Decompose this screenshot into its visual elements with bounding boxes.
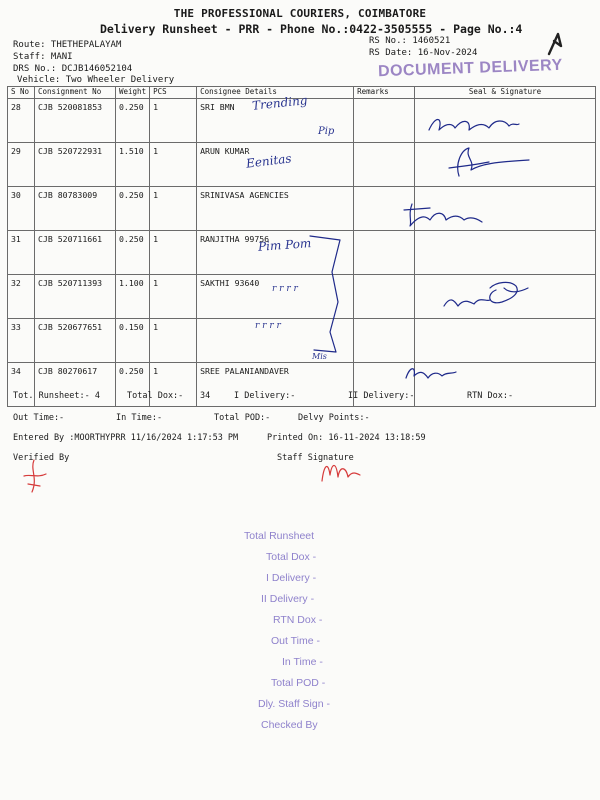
stamp-line: Dly. Staff Sign -: [258, 698, 330, 710]
cell-consignee: RANJITHA 99756: [197, 231, 354, 275]
verified-signature: [20, 456, 50, 496]
stamp-line: Total Runsheet: [244, 530, 315, 542]
stamp-line: II Delivery -: [261, 593, 315, 605]
delvy-points: Delvy Points:-: [298, 413, 370, 423]
cell-weight: 0.250: [116, 99, 150, 143]
company-name: THE PROFESSIONAL COURIERS, COIMBATORE: [173, 7, 427, 20]
header-seal-signature: Seal & Signature: [415, 87, 596, 99]
stamp-line: Total Dox -: [266, 551, 317, 563]
header-pcs: PCS: [150, 87, 197, 99]
i-delivery: I Delivery:-: [234, 391, 296, 401]
cell-weight: 0.250: [116, 187, 150, 231]
handwritten-note: r r r r: [272, 284, 298, 294]
cell-weight: 1.510: [116, 143, 150, 187]
signature-row-28: [425, 112, 525, 138]
cell-pcs: 1: [150, 143, 197, 187]
runsheet-title: Delivery Runsheet - PRR - Phone No.:0422-3505555 - Page No.:4: [100, 22, 523, 36]
staff-signature: Staff Signature: [277, 453, 354, 463]
handwritten-note: Pip: [318, 126, 335, 137]
entered-by: Entered By :MOORTHYPRR 11/16/2024 1:17:53 PM: [13, 433, 239, 443]
total-pod: Total POD:-: [214, 413, 271, 423]
handwritten-note: Mis: [312, 352, 327, 361]
cell-consignee: SRI BMN: [197, 99, 354, 143]
document-delivery-stamp: DOCUMENT DELIVERY: [377, 56, 564, 81]
table-row: [8, 187, 596, 231]
stamp-line: In Time -: [282, 656, 323, 668]
vehicle-label: Vehicle: Two Wheeler Delivery: [17, 75, 175, 85]
signature-row-34: [402, 362, 462, 384]
cell-pcs: 1: [150, 99, 197, 143]
signature-row-32: [440, 276, 535, 316]
cell-consignee: ARUN KUMAR: [197, 143, 354, 187]
in-time: In Time:-: [116, 413, 163, 423]
cell-remarks: [354, 275, 415, 319]
cell-weight: 0.250: [116, 231, 150, 275]
stamp-line: Out Time -: [271, 635, 321, 647]
signature-row-29: [445, 140, 535, 180]
cell-consignee: SAKTHI 93640: [197, 275, 354, 319]
cell-consignment: CJB 520677651: [35, 319, 116, 363]
route-label: Route: THETHEPALAYAM: [13, 40, 122, 50]
cell-pcs: 1: [150, 231, 197, 275]
cell-remarks: [354, 143, 415, 187]
arrow-mark-icon: [546, 30, 566, 56]
cell-pcs: 1: [150, 275, 197, 319]
cell-signature: [415, 319, 596, 363]
header-weight: Weight: [116, 87, 150, 99]
total-stamp: [240, 530, 380, 740]
header-remarks: Remarks: [354, 87, 415, 99]
ii-delivery: II Delivery:-: [348, 391, 415, 401]
cell-signature: [415, 231, 596, 275]
cell-remarks: [354, 99, 415, 143]
out-time: Out Time:-: [13, 413, 65, 423]
rs-date: RS Date: 16-Nov-2024: [369, 48, 478, 58]
stamp-line: Checked By: [261, 719, 318, 731]
header-consignee: Consignee Details: [197, 87, 354, 99]
cell-consignee: SRINIVASA AGENCIES: [197, 187, 354, 231]
printed-on: Printed On: 16-11-2024 13:18:59: [267, 433, 426, 443]
bracket-mark: [300, 232, 350, 362]
cell-consignee: SREE PALANIANDAVER: [197, 363, 354, 407]
stamp-line: Total POD -: [271, 677, 326, 689]
signature-row-30: [400, 200, 490, 230]
total-dox-value: 34: [200, 391, 211, 401]
cell-consignment: CJB 520711393: [35, 275, 116, 319]
verified-by: Verified By: [13, 453, 70, 463]
rtn-dox: RTN Dox:-: [467, 391, 514, 401]
cell-consignment: CJB 80783009: [35, 187, 116, 231]
handwritten-note: Trending: [251, 93, 309, 113]
tot-runsheet: Tot. Runsheet:- 4: [13, 391, 100, 401]
cell-consignment: CJB 520722931: [35, 143, 116, 187]
cell-sno: 30: [8, 187, 35, 231]
cell-remarks: [354, 319, 415, 363]
staff-label: Staff: MANI: [13, 52, 73, 62]
staff-signature-mark: [318, 455, 363, 485]
cell-sno: 28: [8, 99, 35, 143]
cell-sno: 34: [8, 363, 35, 407]
cell-pcs: 1: [150, 363, 197, 407]
cell-weight: 0.250: [116, 363, 150, 407]
handwritten-note: r r r r: [255, 321, 281, 331]
cell-consignment: CJB 520081853: [35, 99, 116, 143]
handwritten-note: Pim Pom: [257, 236, 312, 254]
drs-number: DRS No.: DCJB146052104: [13, 64, 133, 74]
total-dox-label: Total Dox:-: [127, 391, 184, 401]
cell-sno: 33: [8, 319, 35, 363]
handwritten-note: Eenitas: [245, 151, 293, 171]
cell-consignment: CJB 520711661: [35, 231, 116, 275]
cell-sno: 29: [8, 143, 35, 187]
header-sno: S No: [8, 87, 35, 99]
cell-sno: 32: [8, 275, 35, 319]
cell-consignment: CJB 80270617: [35, 363, 116, 407]
cell-pcs: 1: [150, 319, 197, 363]
cell-remarks: [354, 231, 415, 275]
rs-number: RS No.: 1460521: [369, 36, 451, 46]
stamp-line: RTN Dox -: [273, 614, 323, 626]
cell-weight: 0.150: [116, 319, 150, 363]
header-consignment: Consignment No: [35, 87, 116, 99]
cell-weight: 1.100: [116, 275, 150, 319]
stamp-line: I Delivery -: [266, 572, 317, 584]
cell-sno: 31: [8, 231, 35, 275]
cell-pcs: 1: [150, 187, 197, 231]
